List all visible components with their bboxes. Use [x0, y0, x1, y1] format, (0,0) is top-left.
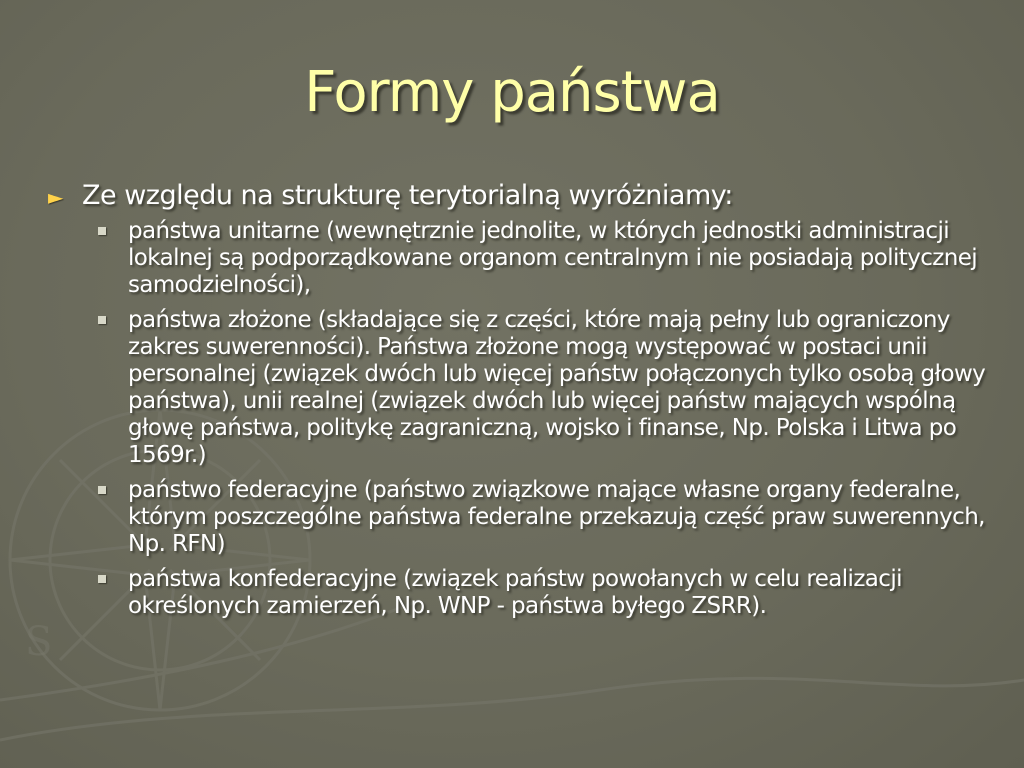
list-item-text: państwa konfederacyjne (związek państw powołanych w celu realizacji określonych zamierzeń, Np. WNP - państwa byłego ZSRR).	[128, 566, 902, 619]
list-item-text: państwo federacyjne (państwo związkowe mające własne organy federalne, którym poszczególne państwa federalne przekazują część praw suwerennych, Np. RFN)	[128, 477, 985, 557]
main-point	[48, 180, 988, 212]
slide-content	[48, 180, 988, 628]
list-item-text: państwa złożone (składające się z części, które mają pełny lub ograniczony zakres suwerenności). Państwa złożone mogą występować w postaci unii personalnej (związek dwóch lub więcej państw połączonych tylko osobą głowy państwa), unii realnej (związek dwóch lub więcej państw mających wspólną głowę państwa, politykę zagraniczną, wojsko i finanse, Np. Polska i Litwa po 1569r.)	[128, 307, 986, 468]
square-bullet-icon	[98, 486, 106, 494]
svg-text:S: S	[25, 619, 53, 665]
list-item	[96, 566, 996, 620]
triangle-bullet-icon: ►	[48, 185, 63, 209]
square-bullet-icon	[98, 316, 106, 324]
square-bullet-icon	[98, 227, 106, 235]
slide-title: Formy państwa	[304, 60, 720, 125]
main-point-text: Ze względu na strukturę terytorialną wyróżniamy:	[82, 180, 733, 211]
sub-points-list	[96, 218, 996, 620]
list-item-text: państwa unitarne (wewnętrznie jednolite, w których jednostki administracji lokalnej są podporządkowane organom centralnym i nie posiadają politycznej samodzielności),	[128, 218, 978, 298]
list-item	[96, 307, 996, 469]
square-bullet-icon	[98, 575, 106, 583]
list-item	[96, 477, 996, 558]
list-item	[96, 218, 996, 299]
